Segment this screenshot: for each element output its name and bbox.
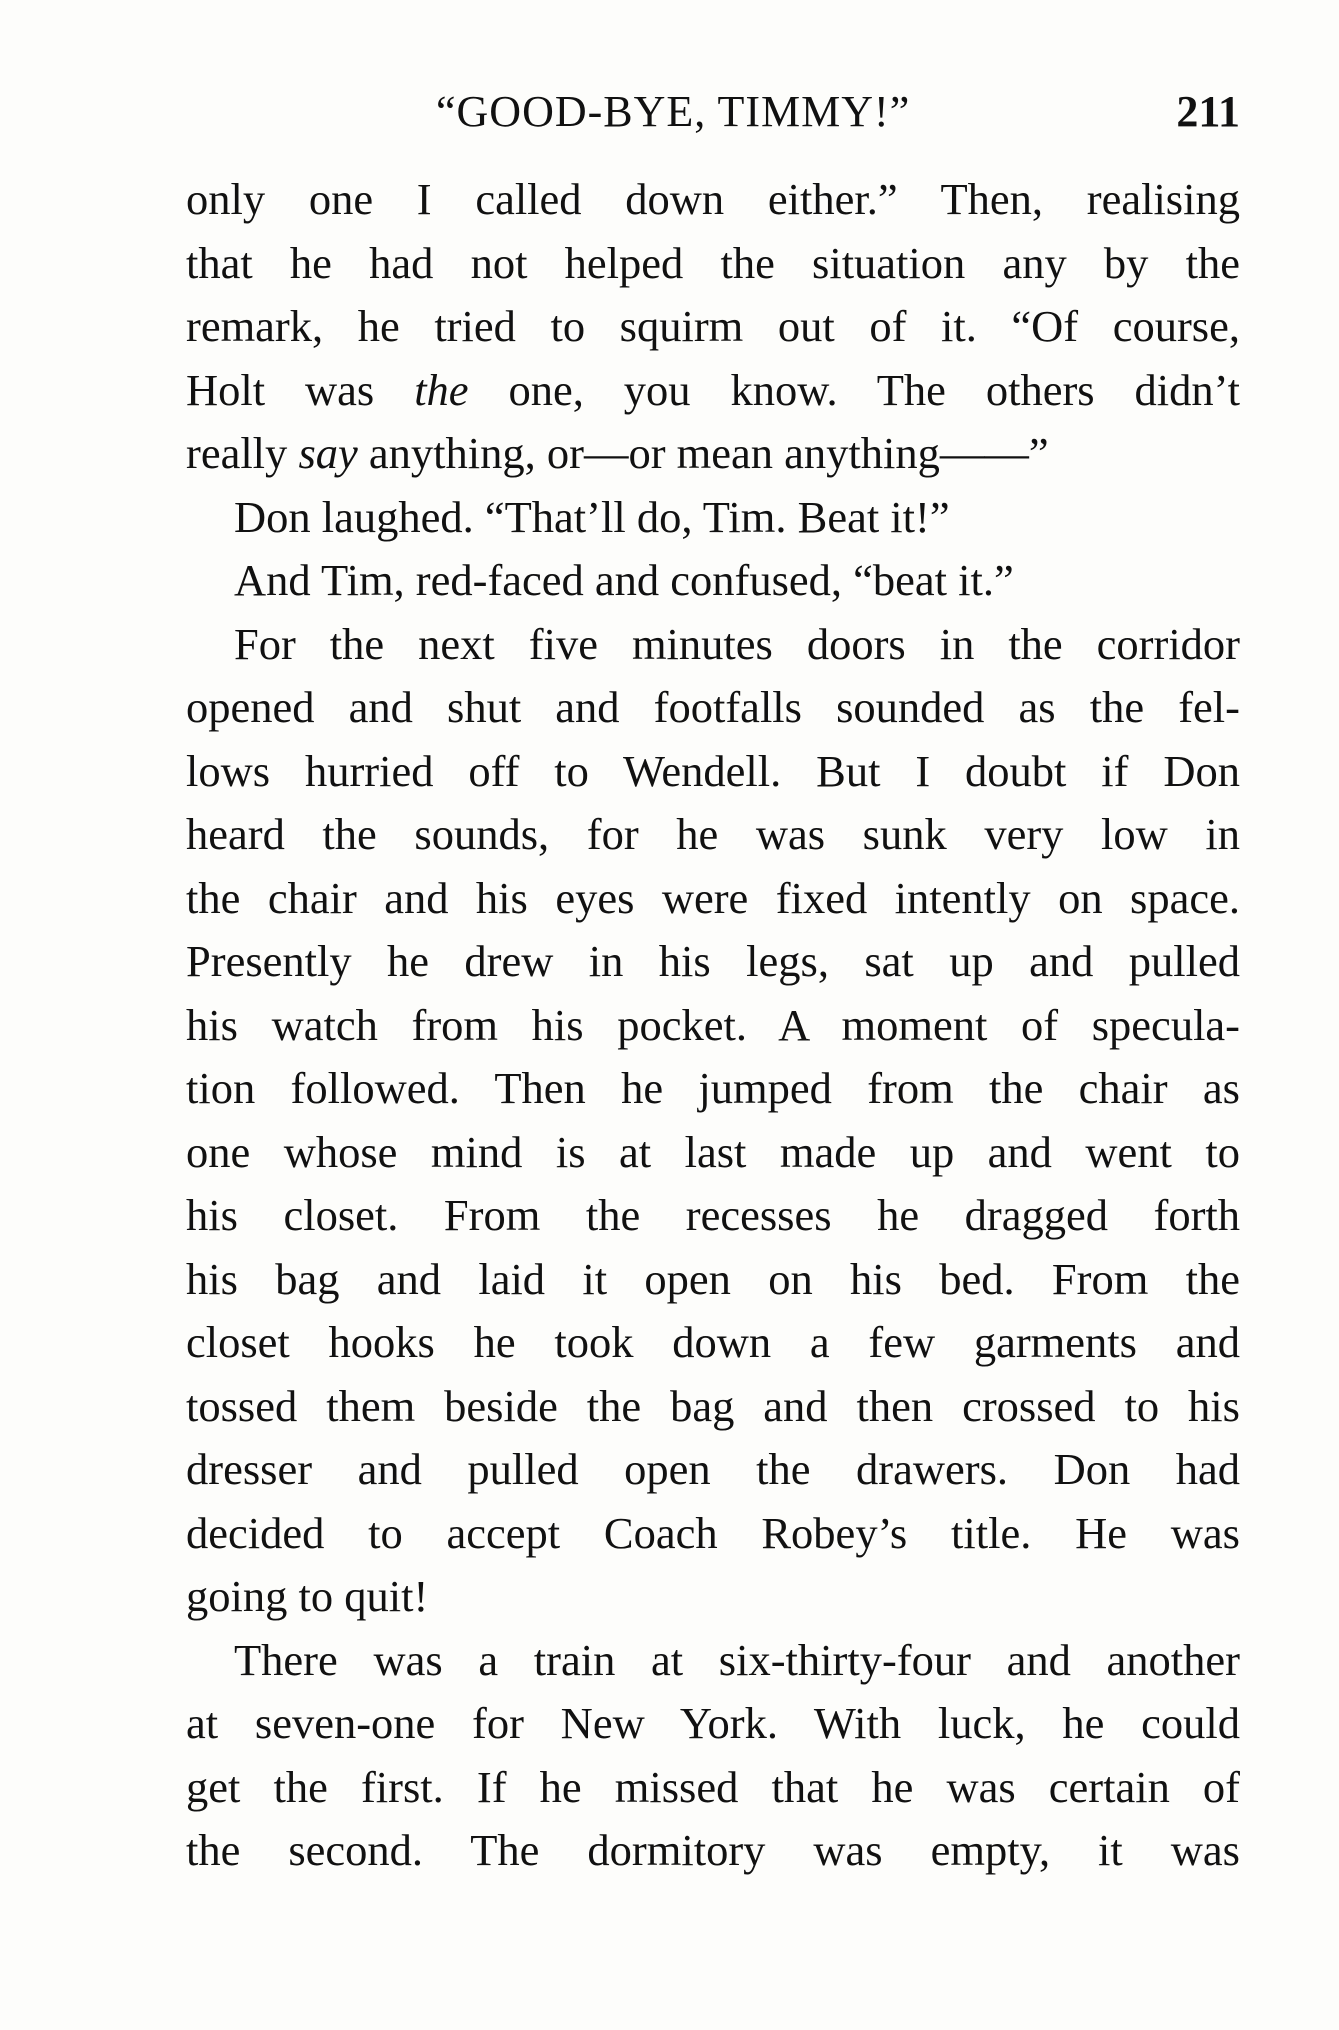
text-line [186,359,1240,423]
text-line: the second. The dormitory was empty, it was [186,1825,1240,1875]
text-line: get the first. If he missed that he was certain of [186,1761,1240,1812]
italic-word: say [298,428,358,478]
text-line: lows hurried off to Wendell. But I doubt if Don [186,745,1240,796]
text-line: his closet. From the recesses he dragged forth [186,1190,1240,1240]
text-line: the chair and his eyes were fixed intently on space. [186,872,1240,923]
text-line [186,422,1240,486]
text-segment: Holt was [186,364,415,415]
text-line: Don laughed. “That’ll do, Tim. Beat it!” [234,491,950,542]
text-line: at seven-one for New York. With luck, he could [186,1698,1240,1748]
text-line: his bag and laid it open on his bed. From the [186,1253,1240,1304]
text-segment: really [186,428,299,478]
page-number: 211 [1176,87,1240,136]
text-line: tossed them beside the bag and then crossed to his [186,1380,1240,1431]
running-head [186,86,1240,146]
chapter-title: “GOOD-BYE, TIMMY!” [436,87,911,136]
text-line: tion followed. Then he jumped from the chair as [186,1063,1240,1113]
text-line: closet hooks he took down a few garments and [186,1317,1240,1367]
text-line: And Tim, red-faced and confused, “beat it.” [234,555,1014,605]
text-line: heard the sounds, for he was sunk very low in [186,809,1240,859]
text-line: There was a train at six-thirty-four and another [234,1634,1240,1685]
text-segment: anything, or—or mean anything——” [357,428,1049,478]
text-line: going to quit! [186,1571,429,1621]
text-segment: one, you know. The others didn’t [468,364,1240,415]
text-line: opened and shut and footfalls sounded as the fel- [186,682,1240,732]
text-line: dresser and pulled open the drawers. Don had [186,1444,1240,1494]
text-line: only one I called down either.” Then, realising [186,174,1240,224]
body-text [186,168,1240,1883]
text-line: For the next five minutes doors in the corridor [234,618,1240,669]
text-line: remark, he tried to squirm out of it. “Of course, [186,301,1240,351]
italic-word: the [414,364,469,415]
text-line: that he had not helped the situation any by the [186,237,1240,288]
text-line: one whose mind is at last made up and went to [186,1126,1240,1177]
text-line: his watch from his pocket. A moment of specula- [186,999,1240,1050]
text-line: Presently he drew in his legs, sat up and pulled [186,936,1240,986]
text-line: decided to accept Coach Robey’s title. He was [186,1507,1240,1558]
